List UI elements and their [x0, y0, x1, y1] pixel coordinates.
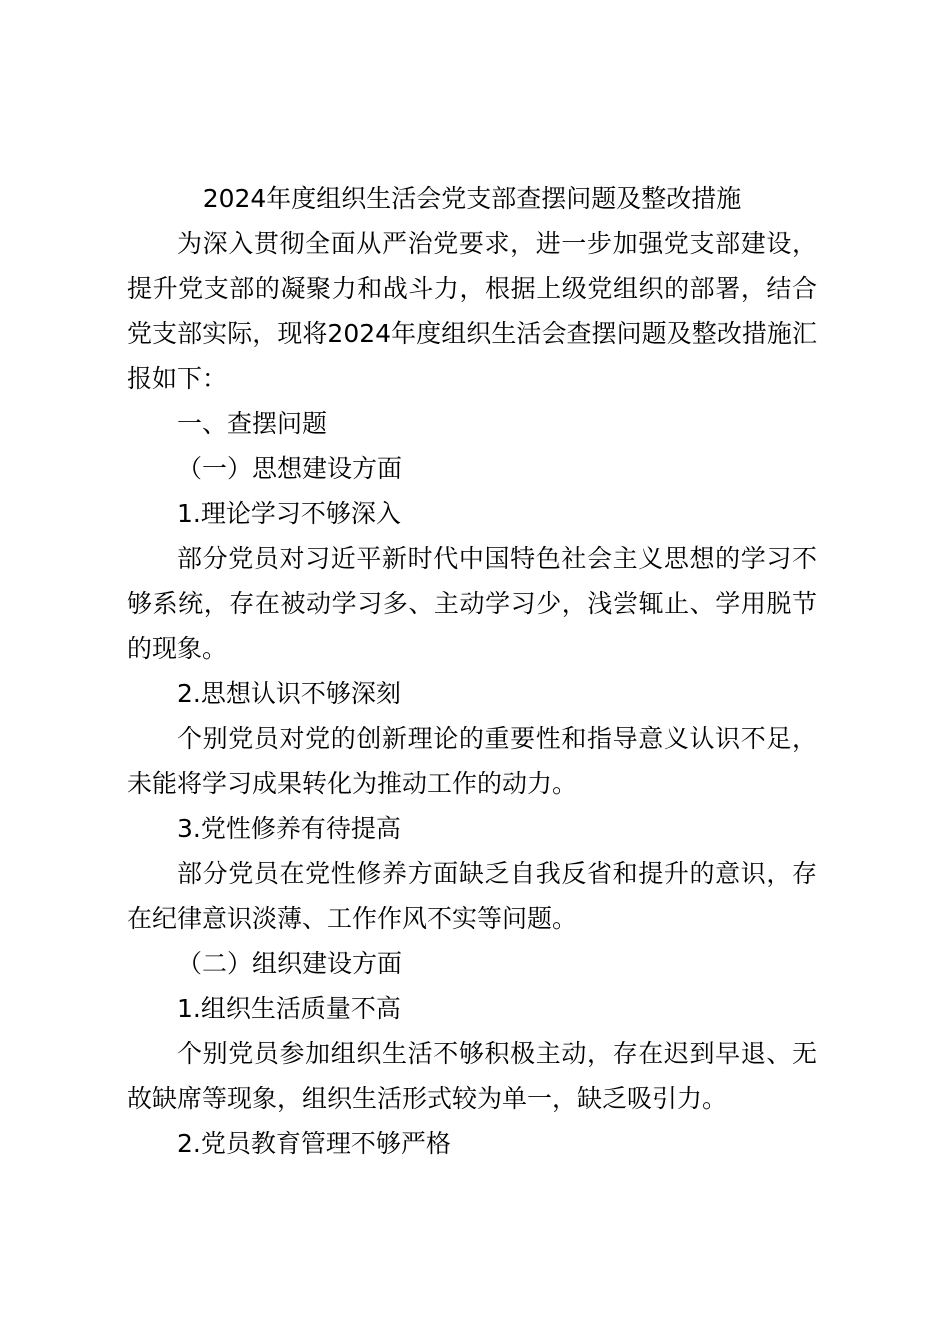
document-body — [127, 176, 817, 1166]
subsection-heading-organization: （二）组织建设方面 — [177, 949, 403, 978]
item-text-org-life-quality: 个别党员参加组织生活不够积极主动，存在迟到早退、无故缺席等现象，组织生活形式较为单一，缺乏吸引力。 — [127, 1039, 817, 1113]
intro-paragraph: 为深入贯彻全面从严治党要求，进一步加强党支部建设，提升党支部的凝聚力和战斗力，根据上级党组织的部署，结合党支部实际，现将2024年度组织生活会查摆问题及整改措施汇报如下： — [127, 229, 817, 393]
item-text-party-spirit: 部分党员在党性修养方面缺乏自我反省和提升的意识，存在纪律意识淡薄、工作作风不实等问题。 — [127, 859, 817, 933]
subsection-heading-thought: （一）思想建设方面 — [177, 454, 403, 483]
item-text-theory-study: 部分党员对习近平新时代中国特色社会主义思想的学习不够系统，存在被动学习多、主动学习少，浅尝辄止、学用脱节的现象。 — [127, 544, 817, 663]
item-heading-theory-study: 1.理论学习不够深入 — [177, 499, 401, 528]
item-heading-org-life-quality: 1.组织生活质量不高 — [177, 994, 401, 1023]
item-heading-party-spirit: 3.党性修养有待提高 — [177, 814, 401, 843]
item-text-thought-awareness: 个别党员对党的创新理论的重要性和指导意义认识不足，未能将学习成果转化为推动工作的动力。 — [127, 724, 817, 798]
item-heading-thought-awareness: 2.思想认识不够深刻 — [177, 679, 401, 708]
section-heading-1: 一、查摆问题 — [177, 409, 328, 438]
item-heading-member-management: 2.党员教育管理不够严格 — [177, 1129, 451, 1158]
document-title: 2024年度组织生活会党支部查摆问题及整改措施 — [202, 184, 742, 213]
